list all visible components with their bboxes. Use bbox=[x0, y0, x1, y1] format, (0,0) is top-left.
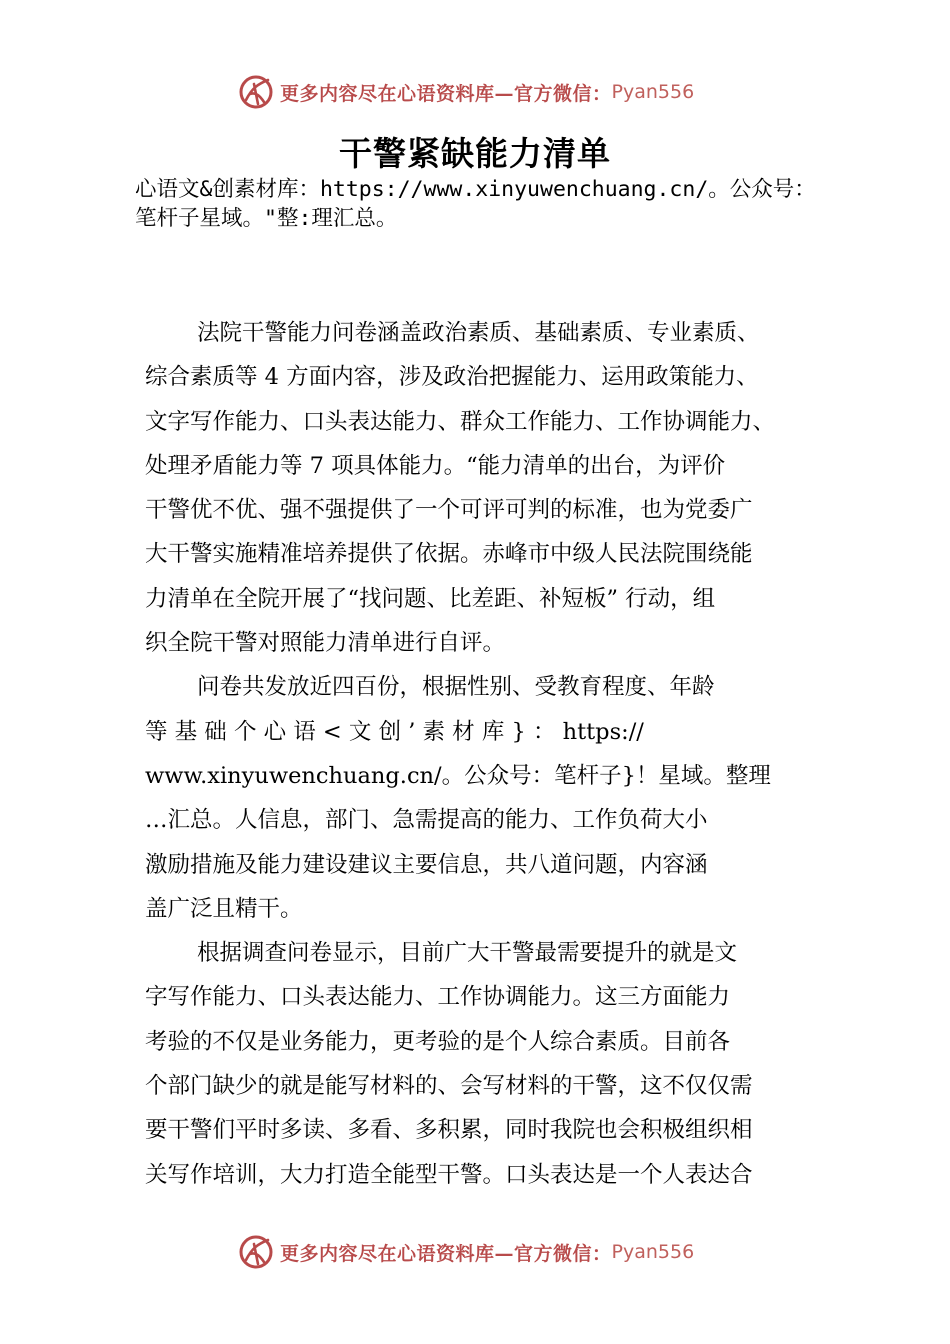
text-line: 大干警实施精准培养提供了依据。赤峰市中级人民法院围绕能 bbox=[145, 541, 753, 568]
source-line: 笔杆子星域。"整:理汇总。 bbox=[135, 206, 398, 231]
wechat-id: Pyan556 bbox=[611, 1241, 695, 1263]
text-line: 关写作培训，大力打造全能型干警。口头表达是一个人表达合 bbox=[145, 1161, 753, 1188]
paragraph bbox=[145, 665, 821, 931]
banner-text: 更多内容尽在心语资料库—官方微信： bbox=[280, 82, 612, 105]
source-line: 心语文&创素材库：https://www.xinyuwenchuang.cn/。公众号： bbox=[135, 177, 816, 202]
text-line: 文字写作能力、口头表达能力、群众工作能力、工作协调能力、 bbox=[145, 408, 776, 435]
text-line: www.xinyuwenchuang.cn/。公众号：笔杆子}！星域。整理 bbox=[145, 762, 771, 789]
paragraph bbox=[145, 931, 821, 1197]
footer-banner bbox=[0, 1232, 950, 1272]
page-title: 干警紧缺能力清单 bbox=[339, 134, 611, 173]
text-line: 激励措施及能力建设建议主要信息，共八道问题，内容涵 bbox=[145, 851, 708, 878]
calligraphy-seal-logo-icon bbox=[238, 1234, 274, 1270]
text-line: 干警优不优、强不强提供了一个可评可判的标准，也为党委广 bbox=[145, 497, 753, 524]
banner-text: 更多内容尽在心语资料库—官方微信： bbox=[280, 1242, 612, 1265]
text-line: …汇总。人信息，部门、急需提高的能力、工作负荷大小 bbox=[145, 807, 708, 834]
text-line: 力清单在全院开展了“找问题、比差距、补短板” 行动，组 bbox=[145, 585, 716, 612]
text-line: 考验的不仅是业务能力，更考验的是个人综合素质。目前各 bbox=[145, 1028, 731, 1055]
calligraphy-seal-logo-icon bbox=[238, 74, 274, 110]
text-line: 问卷共发放近四百份，根据性别、受教育程度、年龄 bbox=[197, 674, 715, 701]
text-line: 要干警们平时多读、多看、多积累，同时我院也会积极组织相 bbox=[145, 1117, 753, 1144]
text-line: 处理矛盾能力等 7 项具体能力。“能力清单的出台，为评价 bbox=[145, 452, 726, 479]
text-line: 综合素质等 4 方面内容，涉及政治把握能力、运用政策能力、 bbox=[145, 364, 759, 391]
header-banner bbox=[0, 72, 950, 112]
text-line: 织全院干警对照能力清单进行自评。 bbox=[145, 630, 506, 657]
text-line: 根据调查问卷显示，目前广大干警最需要提升的就是文 bbox=[197, 940, 738, 967]
text-line: 法院干警能力问卷涵盖政治素质、基础素质、专业素质、 bbox=[197, 320, 760, 346]
text-line: 等 基 础 个 心 语 < 文 创 ’ 素 材 库 } ： https:// bbox=[145, 718, 644, 745]
paragraph bbox=[145, 311, 821, 665]
text-line: 个部门缺少的就是能写材料的、会写材料的干警，这不仅仅需 bbox=[145, 1073, 753, 1100]
wechat-id: Pyan556 bbox=[611, 81, 695, 103]
article-body bbox=[145, 311, 821, 1197]
text-line: 字写作能力、口头表达能力、工作协调能力。这三方面能力 bbox=[145, 984, 731, 1011]
source-note bbox=[135, 175, 935, 233]
text-line: 盖广泛且精干。 bbox=[145, 895, 303, 922]
